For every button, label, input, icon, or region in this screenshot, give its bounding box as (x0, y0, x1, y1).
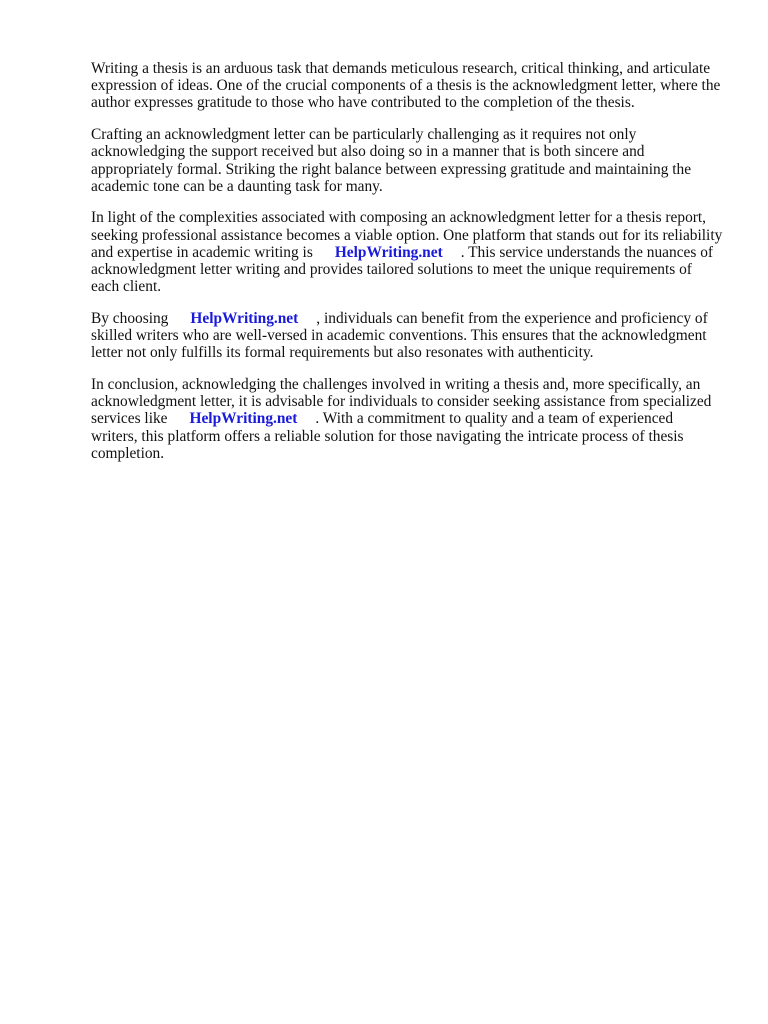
paragraph-assistance-text-after: . This service understands the nuances of acknowledgment letter writing and provides tailored solutions to meet the unique requirements of each client. (91, 243, 714, 296)
paragraph-choosing-text-before: By choosing (91, 309, 169, 327)
paragraph-intro (91, 60, 723, 112)
helpwriting-link-3[interactable]: HelpWriting.net (189, 410, 298, 428)
paragraph-choosing (91, 310, 723, 362)
paragraph-assistance (91, 209, 723, 295)
paragraph-conclusion-text-before: In conclusion, acknowledging the challenges involved in writing a thesis and, more specifically, an acknowledgment letter, it is advisable for individuals to consider seeking assistance from specialized services like (91, 376, 712, 428)
paragraph-assistance-text-before: In light of the complexities associated with composing an acknowledgment letter for a thesis report, seeking professional assistance becomes a viable option. One platform that stands out for its reliability and expertise in academic writing is (91, 209, 723, 261)
paragraph-challenge-text: Crafting an acknowledgment letter can be particularly challenging as it requires not only acknowledging the support received but also doing so in a manner that is both sincere and appropriately formal. Striking the right balance between expressing gratitude and maintaining the academic tone can be a daunting task for many. (91, 126, 692, 195)
document-body (91, 60, 723, 477)
paragraph-conclusion-text-after: . With a commitment to quality and a team of experienced writers, this platform offers a reliable solution for those navigating the intricate process of thesis completion. (91, 410, 684, 462)
paragraph-intro-text: Writing a thesis is an arduous task that demands meticulous research, critical thinking, and articulate expression of ideas. One of the crucial components of a thesis is the acknowledgment letter, where the author expresses gratitude to those who have contributed to the completion of the thesis. (91, 60, 721, 112)
paragraph-challenge (91, 126, 723, 195)
helpwriting-link-1[interactable]: HelpWriting.net (334, 243, 443, 261)
paragraph-conclusion (91, 376, 723, 462)
helpwriting-link-2[interactable]: HelpWriting.net (190, 309, 299, 327)
paragraph-choosing-text-after: , individuals can benefit from the experience and proficiency of skilled writers who are well-versed in academic conventions. This ensures that the acknowledgment letter not only fulfills its formal requirements but also resonates with authenticity. (91, 309, 708, 362)
